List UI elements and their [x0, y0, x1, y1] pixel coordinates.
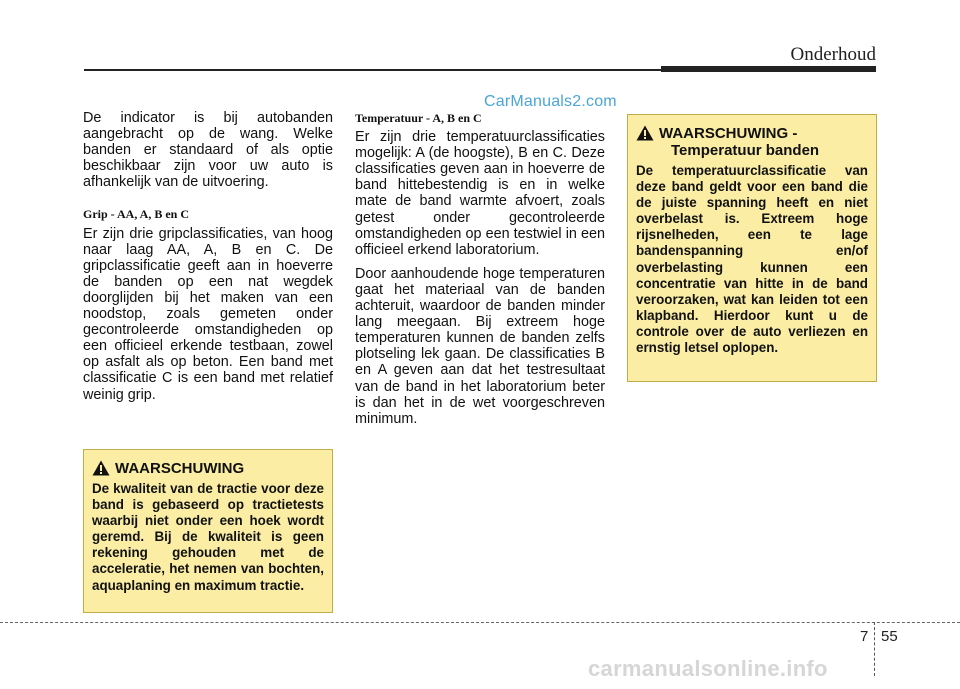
warning-header — [92, 460, 324, 477]
warning-header — [636, 125, 868, 159]
column-left — [83, 110, 333, 411]
temperature-paragraph-1: Er zijn drie temperatuurclassificaties mogelijk: A (de hoogste), B en C. Deze classificaties geven aan in hoeverre de band hittebestendig is en in welke mate de band warmte afvoert, zoals getest onder gecontroleerde omstandigheden op een testwiel in een officieel erkend laboratorium. — [355, 129, 605, 258]
watermark-bottom: carmanualsonline.info — [588, 656, 828, 681]
warning-text: De temperatuurclassificatie van deze band geldt voor een band die de juiste spanning heeft en niet overbelast is. Extreem hoge rijsnelheden, een te lage bandenspanning en/of overbelasting kunnen een concentratie van hitte in de band veroorzaken, wat kan leiden tot een klapband. Hierdoor kunt u de controle over de auto verliezen en ernstig letsel oplopen. — [636, 163, 868, 356]
header-rule-accent — [661, 66, 876, 72]
watermark-link[interactable]: CarManuals2.com — [484, 93, 617, 110]
warning-box-temperature — [627, 114, 877, 382]
footer-rule — [0, 622, 960, 623]
warning-title: WAARSCHUWING — [115, 460, 245, 477]
warning-triangle-icon — [636, 125, 654, 141]
chapter-number: 7 — [860, 628, 869, 645]
warning-text: De kwaliteit van de tractie voor deze band is gebaseerd op tractietests waarbij niet onder een hoek wordt geremd. Bij de kwaliteit is geen rekening gehouden met de acceleratie, het nemen van bochten, aquaplaning en maximum tractie. — [92, 481, 324, 593]
page-number-divider — [874, 622, 875, 676]
warning-subtitle: Temperatuur banden — [671, 142, 820, 159]
warning-title: WAARSCHUWING - — [659, 125, 798, 142]
grip-paragraph: Er zijn drie gripclassificaties, van hoog naar laag AA, A, B en C. De gripclassificatie geeft aan in hoeverre de banden op een nat wegdek doorglijden bij het maken van een noodstop, zoals gemeten onder gecontroleerde omstandigheden op een officieel erkende testbaan, zowel op asfalt als op beton. Een band met classificatie C is een band met relatief weinig grip. — [83, 225, 333, 403]
section-title: Onderhoud — [790, 44, 876, 65]
column-middle — [355, 110, 605, 435]
header-rule — [84, 69, 661, 71]
warning-triangle-icon — [92, 460, 110, 476]
intro-paragraph: De indicator is bij autobanden aangebracht op de wang. Welke banden er standaard of als optie beschikbaar zijn voor uw auto is afhankelijk van de uitvoering. — [83, 110, 333, 191]
page-number: 55 — [881, 628, 898, 645]
warning-box-traction — [83, 449, 333, 613]
temperature-heading: Temperatuur - A, B en C — [355, 111, 482, 125]
temperature-paragraph-2: Door aanhoudende hoge temperaturen gaat het materiaal van de banden achteruit, waardoor de banden minder lang meegaan. Bij extreem hoge temperaturen kunnen de banden zelfs plotseling lek gaan. De classificaties B en A geven aan dat het testresultaat van de band in het laboratorium beter is dan het in de wet voorgeschreven minimum. — [355, 265, 605, 427]
grip-heading: Grip - AA, A, B en C — [83, 207, 190, 222]
